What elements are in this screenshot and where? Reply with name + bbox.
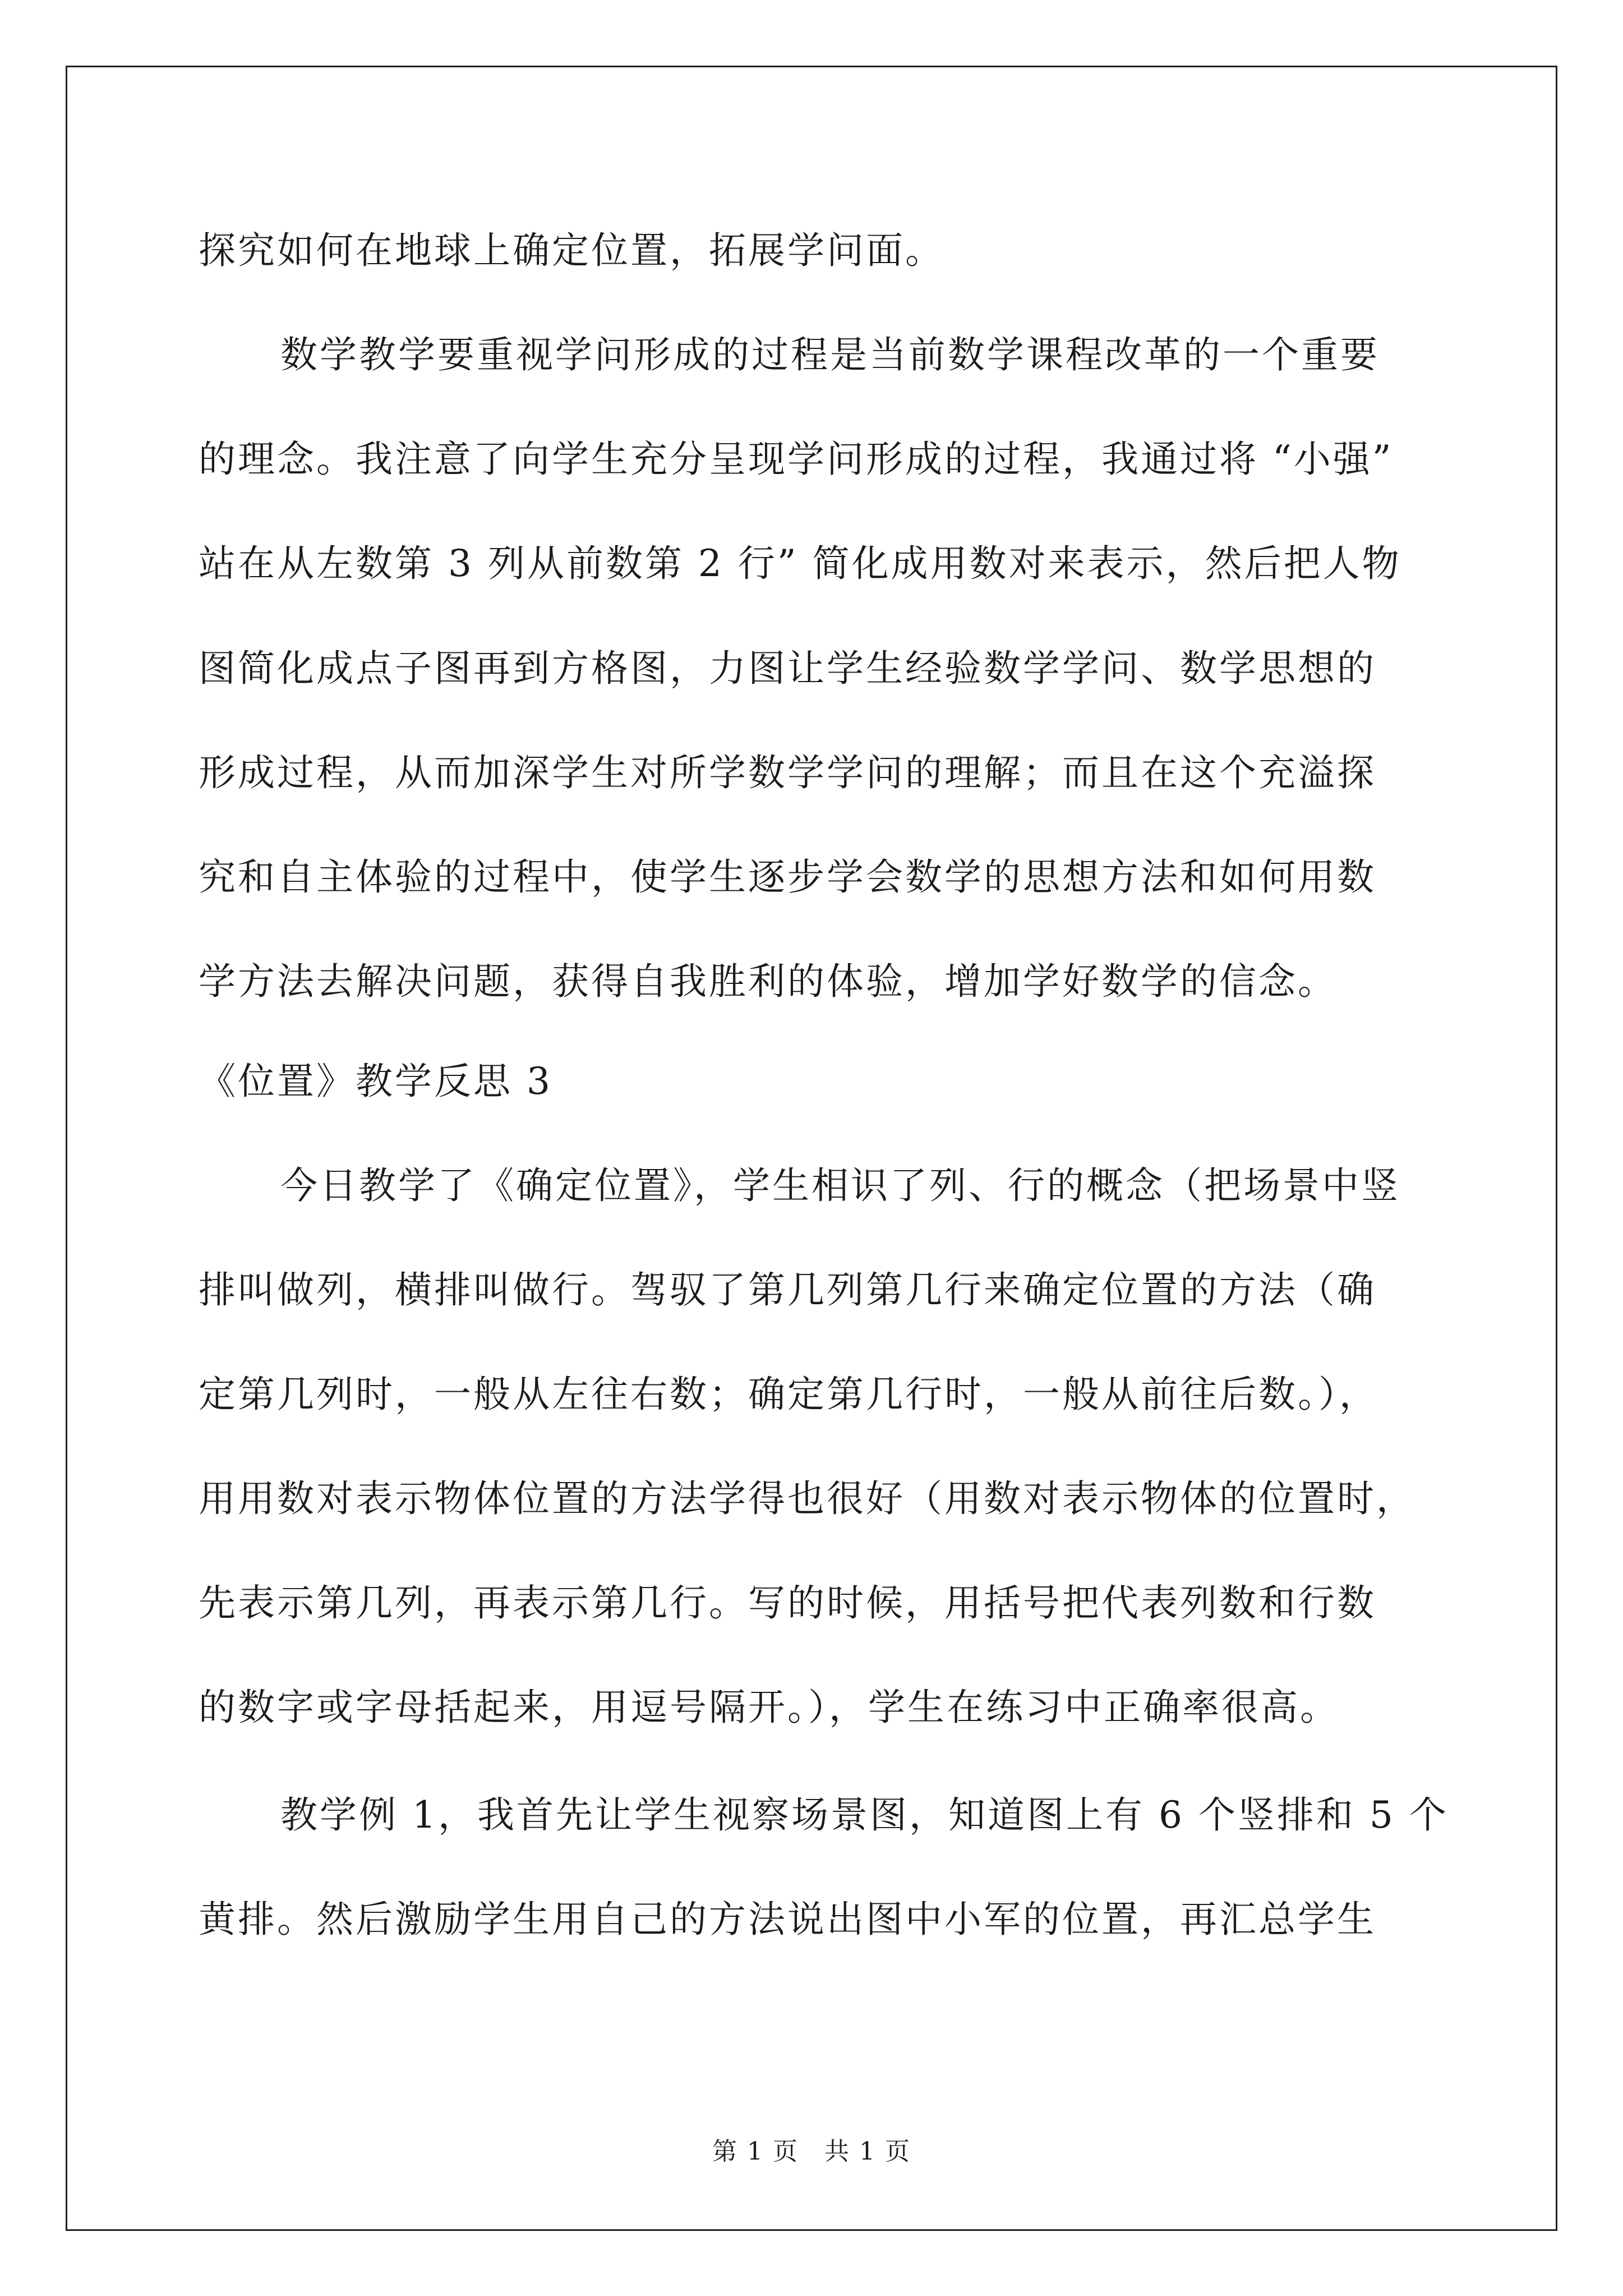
paragraph-4-line-2: 黄排。然后激励学生用自己的方法说出图中小军的位置，再汇总学生: [199, 1898, 1376, 1941]
paragraph-3-line-2: 排叫做列，横排叫做行。驾驭了第几列第几行来确定位置的方法（确: [199, 1268, 1376, 1312]
paragraph-2-line-5: 形成过程，从而加深学生对所学数学学问的理解；而且在这个充溢探: [199, 751, 1376, 794]
paragraph-3-line-4: 用用数对表示物体位置的方法学得也很好（用数对表示物体的位置时，: [199, 1477, 1415, 1520]
paragraph-3-line-1: 今日教学了《确定位置》，学生相识了列、行的概念（把场景中竖: [280, 1164, 1400, 1207]
paragraph-2-line-7: 学方法去解决问题，获得自我胜利的体验，增加学好数学的信念。: [199, 960, 1337, 1003]
page-footer: 第 1 页 共 1 页: [712, 2137, 911, 2166]
section-heading: 《位置》教学反思 3: [199, 1060, 552, 1103]
paragraph-4-line-1: 教学例 1，我首先让学生视察场景图，知道图上有 6 个竖排和 5 个: [280, 1793, 1449, 1837]
paragraph-2-line-6: 究和自主体验的过程中，使学生逐步学会数学的思想方法和如何用数: [199, 855, 1376, 899]
paragraph-3-line-5: 先表示第几列，再表示第几行。写的时候，用括号把代表列数和行数: [199, 1581, 1376, 1625]
paragraph-2-line-1: 数学教学要重视学问形成的过程是当前数学课程改革的一个重要: [280, 333, 1380, 376]
paragraph-2-line-2: 的理念。我注意了向学生充分呈现学问形成的过程，我通过将 “小强”: [199, 438, 1394, 481]
paragraph-2-line-3: 站在从左数第 3 列从前数第 2 行” 简化成用数对来表示，然后把人物: [199, 542, 1401, 585]
text-line-1: 探究如何在地球上确定位置，拓展学问面。: [199, 229, 944, 272]
paragraph-3-line-6: 的数字或字母括起来，用逗号隔开。），学生在练习中正确率很高。: [199, 1686, 1339, 1729]
paragraph-2-line-4: 图简化成点子图再到方格图，力图让学生经验数学学问、数学思想的: [199, 647, 1376, 690]
paragraph-3-line-3: 定第几列时，一般从左往右数；确定第几行时，一般从前往后数。），: [199, 1373, 1378, 1416]
